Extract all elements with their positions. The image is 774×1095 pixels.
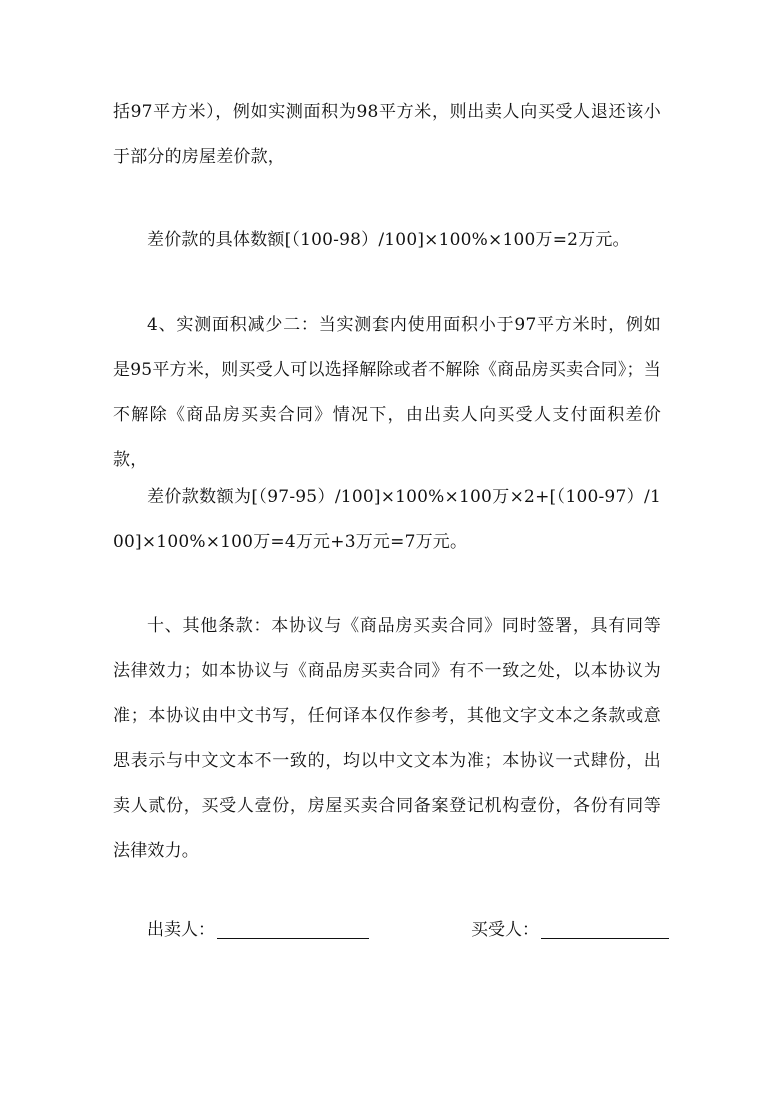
seller-signature xyxy=(147,910,369,950)
paragraph-area-decrease: 4、实测面积减少二：当实测套内使用面积小于97平方米时，例如是95平方米，则买受人可以选择解除或者不解除《商品房买卖合同》；当不解除《商品房买卖合同》情况下，由出卖人向买受人支付面积差价款， xyxy=(113,315,661,470)
seller-signature-line xyxy=(217,922,369,939)
buyer-signature-line xyxy=(541,922,669,939)
paragraph-refund-amount: 差价款的具体数额[（100-98）/100]×100%×100万=2万元。 xyxy=(147,230,630,250)
paragraph-refund-clause: 括97平方米），例如实测面积为98平方米，则出卖人向买受人退还该小于部分的房屋差价款， xyxy=(113,102,661,167)
paragraph-other-terms: 十、其他条款：本协议与《商品房买卖合同》同时签署，具有同等法律效力；如本协议与《商品房买卖合同》有不一致之处，以本协议为准；本协议由中文书写，任何译本仅作参考，其他文字文本之条款或意思表示与中文文本不一致的，均以中文文本为准；本协议一式肆份，出卖人贰份，买受人壹份，房屋买卖合同备案登记机构壹份，各份有同等法律效力。 xyxy=(113,616,661,861)
seller-label: 出卖人： xyxy=(147,920,215,940)
paragraph-compensation-amount: 差价款数额为[（97-95）/100]×100%×100万×2+[（100-97）/100]×100%×100万=4万元+3万元=7万元。 xyxy=(113,487,661,552)
buyer-label: 买受人： xyxy=(471,920,539,940)
buyer-signature xyxy=(471,910,669,950)
